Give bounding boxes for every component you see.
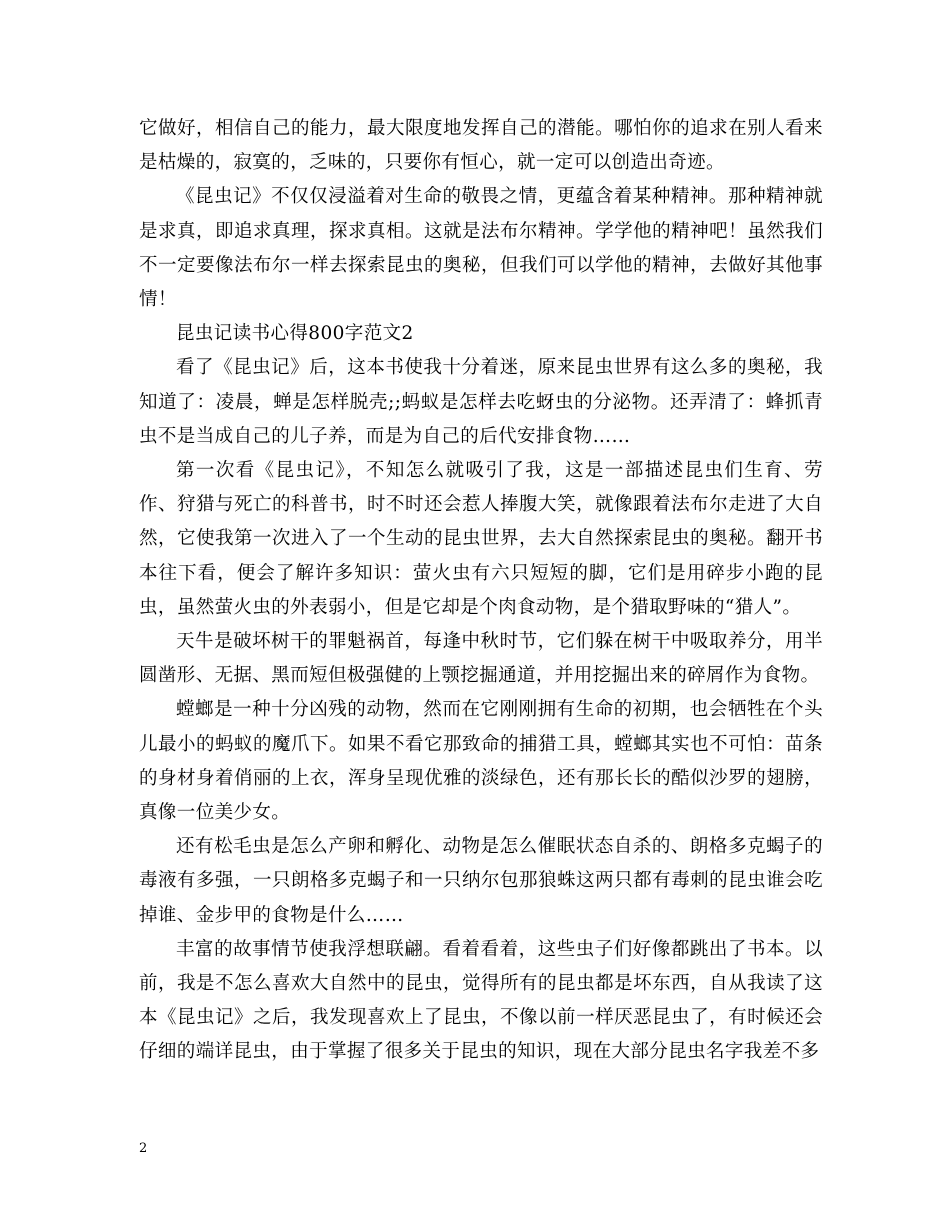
paragraph: 它做好，相信自己的能力，最大限度地发挥自己的潜能。哪怕你的追求在别人看来是枯燥的，寂寞的，乏味的，只要你有恒心，就一定可以创造出奇迹。	[139, 118, 823, 174]
document-body	[139, 112, 823, 1070]
paragraph: 《昆虫记》不仅仅浸溢着对生命的敬畏之情，更蕴含着某种精神。那种精神就是求真，即追求真理，探求真相。这就是法布尔精神。学学他的精神吧！虽然我们不一定要像法布尔一样去探索昆虫的奥秘，但我们可以学他的精神，去做好其他事情！	[139, 186, 823, 311]
paragraph: 丰富的故事情节使我浮想联翩。看着看着，这些虫子们好像都跳出了书本。以前，我是不怎么喜欢大自然中的昆虫，觉得所有的昆虫都是坏东西，自从我读了这本《昆虫记》之后，我发现喜欢上了昆虫，不像以前一样厌恶昆虫了，有时候还会仔细的端详昆虫，由于掌握了很多关于昆虫的知识，现在大部分昆虫名字我差不多	[139, 938, 823, 1063]
paragraph: 第一次看《昆虫记》，不知怎么就吸引了我，这是一部描述昆虫们生育、劳作、狩猎与死亡的科普书，时不时还会惹人捧腹大笑，就像跟着法布尔走进了大自然，它使我第一次进入了一个生动的昆虫世界，去大自然探索昆虫的奥秘。翻开书本往下看，便会了解许多知识：萤火虫有六只短短的脚，它们是用碎步小跑的昆虫，虽然萤火虫的外表弱小，但是它却是个肉食动物，是个猎取野味的“猎人”。	[139, 460, 823, 618]
paragraph: 螳螂是一种十分凶残的动物，然而在它刚刚拥有生命的初期，也会牺牲在个头儿最小的蚂蚁的魔爪下。如果不看它那致命的捕猎工具，螳螂其实也不可怕：苗条的身材身着俏丽的上衣，浑身呈现优雅的淡绿色，还有那长长的酷似沙罗的翅膀，真像一位美少女。	[139, 699, 823, 824]
paragraph: 看了《昆虫记》后，这本书使我十分着迷，原来昆虫世界有这么多的奥秘，我知道了：凌晨，蝉是怎样脱壳;;蚂蚁是怎样去吃蚜虫的分泌物。还弄清了：蜂抓青虫不是当成自己的儿子养，而是为自己的后代安排食物……	[139, 357, 823, 447]
paragraph: 天牛是破坏树干的罪魁祸首，每逢中秋时节，它们躲在树干中吸取养分，用半圆凿形、无据、黑而短但极强健的上颚挖掘通道，并用挖掘出来的碎屑作为食物。	[139, 631, 823, 687]
section-heading: 昆虫记读书心得800字范文2	[176, 323, 414, 345]
page-number: 2	[139, 1141, 148, 1156]
paragraph: 还有松毛虫是怎么产卵和孵化、动物是怎么催眠状态自杀的、朗格多克蝎子的毒液有多强，一只朗格多克蝎子和一只纳尔包那狼蛛这两只都有毒刺的昆虫谁会吃掉谁、金步甲的食物是什么……	[139, 836, 823, 926]
